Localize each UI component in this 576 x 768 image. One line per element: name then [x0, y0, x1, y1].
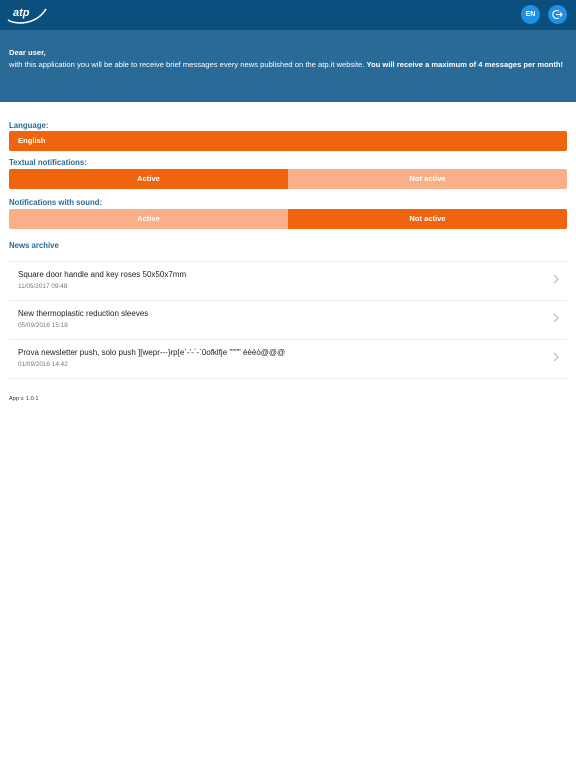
news-item[interactable]: [9, 301, 567, 340]
banner-message: with this application you will be able to receive brief messages every news published on the atp.it website.: [9, 59, 365, 69]
news-date: 05/09/2016 15:18: [18, 322, 68, 329]
sound-notifications-label: Notifications with sound:: [9, 198, 103, 207]
logout-button[interactable]: [548, 5, 567, 24]
logout-icon: [552, 9, 563, 20]
textual-active-option[interactable]: Active: [9, 169, 288, 189]
greeting: Dear user,: [9, 48, 46, 57]
textual-not-active-option[interactable]: Not active: [288, 169, 567, 189]
language-select[interactable]: English: [9, 131, 567, 151]
svg-text:atp: atp: [13, 7, 30, 19]
textual-notifications-label: Textual notifications:: [9, 158, 87, 167]
atp-logo: [6, 3, 48, 25]
app-version: App v. 1.0.1: [9, 396, 39, 402]
sound-not-active-option[interactable]: Not active: [288, 209, 567, 229]
news-list: [9, 261, 567, 379]
chevron-right-icon: [553, 352, 559, 362]
news-title: Square door handle and key roses 50x50x7mm: [18, 270, 187, 279]
news-archive-title: News archive: [9, 241, 59, 250]
news-item[interactable]: [9, 340, 567, 379]
banner-highlight: You will receive a maximum of 4 messages per month!: [366, 59, 564, 69]
top-bar: [0, 0, 576, 30]
news-date: 11/05/2017 09:48: [18, 283, 68, 290]
news-title: Prova newsletter push, solo push ][wepr---}rp[e`-'-`-`0ofklfje """" èèèò@@@: [18, 348, 286, 357]
chevron-right-icon: [553, 274, 559, 284]
sound-notifications-toggle: [9, 209, 567, 229]
news-item[interactable]: [9, 262, 567, 301]
language-label: Language:: [9, 121, 49, 130]
sound-active-option[interactable]: Active: [9, 209, 288, 229]
news-date: 01/09/2016 14:42: [18, 361, 68, 368]
chevron-right-icon: [553, 313, 559, 323]
language-button[interactable]: EN: [521, 5, 540, 24]
news-title: New thermoplastic reduction sleeves: [18, 309, 149, 318]
info-banner: [0, 30, 576, 102]
textual-notifications-toggle: [9, 169, 567, 189]
